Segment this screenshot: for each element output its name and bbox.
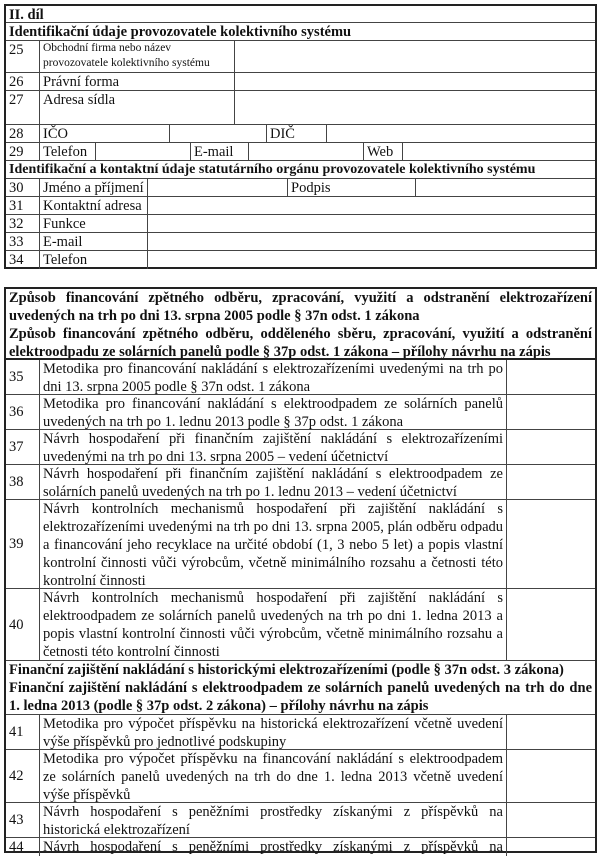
attachment-field[interactable] xyxy=(507,500,595,588)
section-heading-operator: Identifikační údaje provozovatele kolektivního systému xyxy=(9,24,352,40)
attachment-description: Návrh kontrolních mechanismů hospodaření při zajištění nakládání s elektrozařízeními uvedenými na trh po dni 13. srpna 2005, plán odběru odpadu a financování jeho recyklace na určité období (1, 3 nebo 5 let) a popis vlastní kontrolní činnosti vůči výrobcům, včetně minimálního rozsahu a četnosti této kontrolní činnosti xyxy=(40,500,507,588)
form-row xyxy=(6,197,595,215)
attachment-row xyxy=(6,395,595,430)
attachment-field[interactable] xyxy=(507,360,595,394)
row-number: 44 xyxy=(6,838,40,856)
row-number: 35 xyxy=(6,360,40,394)
attachment-description: Metodika pro financování nakládání s elektroodpadem ze solárních panelů uvedených na trh po 1. lednu 2013 podle § 37p odst. 1 zákona xyxy=(40,395,507,429)
operator-identification-table xyxy=(4,4,597,269)
attachment-field[interactable] xyxy=(507,395,595,429)
field-label: E-mail xyxy=(40,233,148,250)
row-number: 32 xyxy=(6,215,40,232)
contact-address-field[interactable] xyxy=(148,197,595,214)
row-number: 39 xyxy=(6,500,40,588)
signature-field[interactable] xyxy=(416,179,595,196)
attachment-field[interactable] xyxy=(507,465,595,499)
attachment-field[interactable] xyxy=(507,430,595,464)
row-number: 29 xyxy=(6,143,40,160)
form-row xyxy=(6,215,595,233)
attachment-description: Návrh hospodaření s peněžními prostředky získanými z příspěvků na historická elektrozařízení xyxy=(40,803,507,837)
ico-field[interactable] xyxy=(170,125,267,142)
full-name-field[interactable] xyxy=(148,179,288,196)
legal-form-field[interactable] xyxy=(235,73,595,90)
attachment-description: Metodika pro výpočet příspěvku na financování nakládání s elektroodpadem ze solárních panelů uvedených na trh do dne 1. ledna 2013 včetně uvedení výše příspěvků xyxy=(40,750,507,802)
row-number: 33 xyxy=(6,233,40,250)
row-number: 36 xyxy=(6,395,40,429)
attachment-field[interactable] xyxy=(507,715,595,749)
field-label: DIČ xyxy=(267,125,327,142)
section-heading-financing xyxy=(6,289,595,358)
field-label: Kontaktní adresa xyxy=(40,197,148,214)
form-row xyxy=(6,91,595,125)
row-number: 37 xyxy=(6,430,40,464)
form-row xyxy=(6,143,595,161)
row-number: 31 xyxy=(6,197,40,214)
statutory-phone-field[interactable] xyxy=(148,251,595,269)
heading-line: Finanční zajištění nakládání s historickými elektrozařízeními (podle § 37n odst. 3 zákona) xyxy=(9,662,564,678)
form-row xyxy=(6,233,595,251)
attachment-description: Metodika pro financování nakládání s elektrozařízeními uvedenými na trh po dni 13. srpna 2005 podle § 37n odst. 1 zákona xyxy=(40,360,507,394)
web-field[interactable] xyxy=(403,143,595,160)
attachment-description: Návrh hospodaření s peněžními prostředky získanými z příspěvků na xyxy=(40,838,507,856)
attachment-description: Návrh kontrolních mechanismů hospodaření při zajištění nakládání s elektroodpadem ze solárních panelů uvedených na trh po dni 1. ledna 2013 a popis vlastní kontrolní činnosti vůči výrobcům, včetně minimálního rozsahu a četnosti této kontrolní činnosti xyxy=(40,589,507,660)
attachment-row xyxy=(6,465,595,500)
part-title: II. díl xyxy=(9,7,44,22)
phone-field[interactable] xyxy=(96,143,191,160)
field-label: Adresa sídla xyxy=(40,91,235,124)
address-field[interactable] xyxy=(235,91,595,124)
field-label: Web xyxy=(364,143,403,160)
field-label: Jméno a příjmení xyxy=(40,179,148,196)
row-number: 27 xyxy=(6,91,40,124)
attachment-field[interactable] xyxy=(507,589,595,660)
dic-field[interactable] xyxy=(327,125,595,142)
row-number: 43 xyxy=(6,803,40,837)
row-number: 38 xyxy=(6,465,40,499)
field-label: Telefon xyxy=(40,143,96,160)
row-number: 40 xyxy=(6,589,40,660)
financing-attachments-table xyxy=(4,287,597,853)
row-number: 34 xyxy=(6,251,40,269)
row-number: 42 xyxy=(6,750,40,802)
attachment-row xyxy=(6,360,595,395)
attachment-row xyxy=(6,803,595,838)
form-row xyxy=(6,125,595,143)
company-name-field[interactable] xyxy=(235,41,595,72)
heading-line: Způsob financování zpětného odběru, odděleného sběru, zpracování, využití a odstranění elektroodpadu ze solárních panelů podle § 37p odst. 1 zákona – přílohy návrhu na zápis xyxy=(9,326,592,358)
form-row xyxy=(6,73,595,91)
field-label: Telefon xyxy=(40,251,148,269)
position-field[interactable] xyxy=(148,215,595,232)
field-label: Právní forma xyxy=(40,73,235,90)
attachment-field[interactable] xyxy=(507,803,595,837)
row-number: 41 xyxy=(6,715,40,749)
field-label: Podpis xyxy=(288,179,416,196)
attachment-row xyxy=(6,715,595,750)
attachment-description: Návrh hospodaření při finančním zajištění nakládání s elektrozařízeními uvedenými na trh po dni 13. srpna 2005 – vedení účetnictví xyxy=(40,430,507,464)
email-field[interactable] xyxy=(249,143,364,160)
heading-line: Způsob financování zpětného odběru, zpracování, využití a odstranění elektrozařízení uvedených na trh po dni 13. srpna 2005 podle § 37n odst. 1 zákona xyxy=(9,290,592,324)
heading-line: Finanční zajištění nakládání s elektroodpadem ze solárních panelů uvedených na trh do dne 1. ledna 2013 (podle § 37p odst. 2 zákona) – přílohy návrhu na zápis xyxy=(9,680,592,714)
field-label: Obchodní firma nebo název provozovatele kolektivního systému xyxy=(40,41,235,72)
statutory-email-field[interactable] xyxy=(148,233,595,250)
form-row xyxy=(6,41,595,73)
row-number: 30 xyxy=(6,179,40,196)
form-row xyxy=(6,251,595,269)
section-heading-statutory: Identifikační a kontaktní údaje statutárního orgánu provozovatele kolektivního systému xyxy=(9,162,536,177)
attachment-field[interactable] xyxy=(507,838,595,856)
row-number: 28 xyxy=(6,125,40,142)
attachment-description: Metodika pro výpočet příspěvku na historická elektrozařízení včetně uvedení výše příspěvků pro jednotlivé podskupiny xyxy=(40,715,507,749)
row-number: 25 xyxy=(6,41,40,72)
field-label: Funkce xyxy=(40,215,148,232)
attachment-row xyxy=(6,430,595,465)
attachment-row xyxy=(6,589,595,661)
field-label: IČO xyxy=(40,125,170,142)
row-number: 26 xyxy=(6,73,40,90)
attachment-description: Návrh hospodaření při finančním zajištění nakládání s elektroodpadem ze solárních panelů uvedených na trh po 1. lednu 2013 – vedení účetnictví xyxy=(40,465,507,499)
section-heading-historical xyxy=(6,661,595,714)
attachment-row xyxy=(6,500,595,589)
attachment-row xyxy=(6,838,595,856)
field-label: E-mail xyxy=(191,143,249,160)
attachment-field[interactable] xyxy=(507,750,595,802)
attachment-row xyxy=(6,750,595,803)
form-row xyxy=(6,179,595,197)
